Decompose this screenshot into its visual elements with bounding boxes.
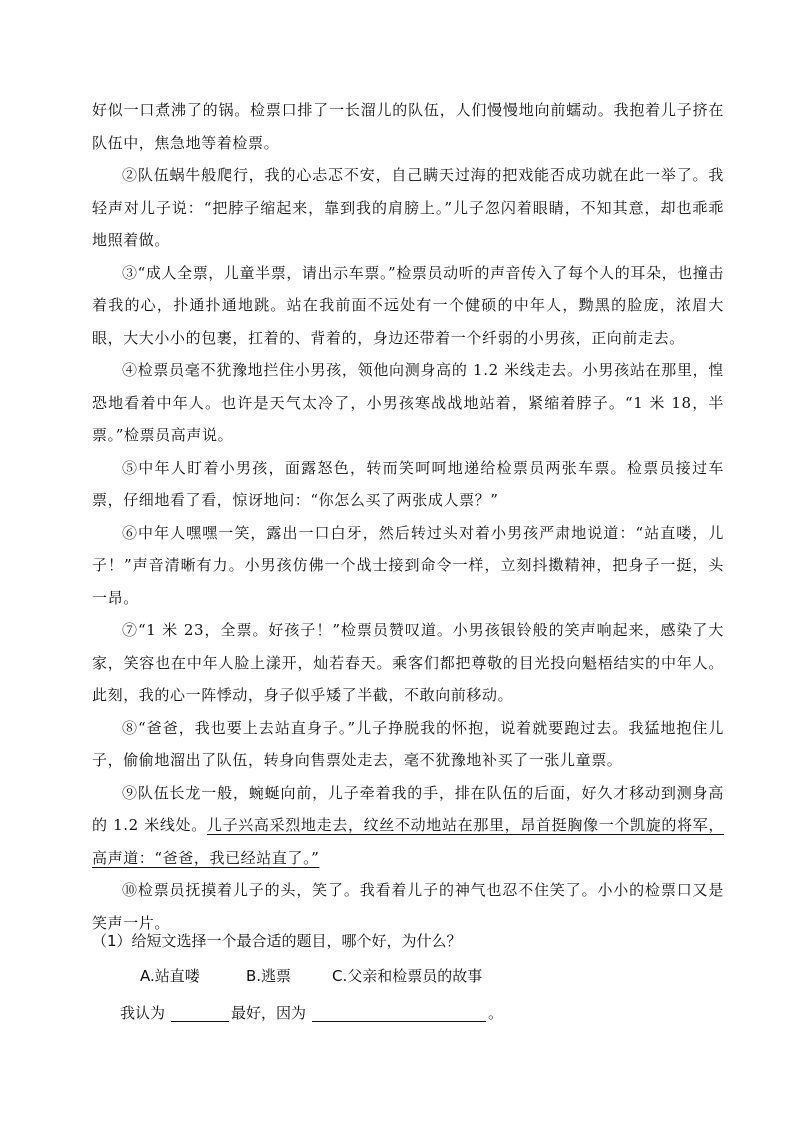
option-a: A.站直喽	[140, 967, 200, 985]
answer-end: 。	[488, 1004, 504, 1022]
paragraph-4: ④检票员毫不犹豫地拦住小男孩，领他向测身高的 1.2 米线走去。小男孩站在那里，惶恐地看着中年人。也许是天气太冷了，小男孩寒战战地站着，紧缩着脖子。“1 米 18，半票。”检票员高声说。	[92, 361, 724, 444]
paragraph-10: ⑩检票员抚摸着儿子的头，笑了。我看着儿子的神气也忍不住笑了。小小的检票口又是笑声一片。	[92, 881, 724, 932]
reason-blank[interactable]	[312, 999, 486, 1022]
paragraph-6: ⑥中年人嘿嘿一笑，露出一口白牙，然后转过头对着小男孩严肃地说道：“站直喽，儿子！”声音清晰有力。小男孩仿佛一个战士接到命令一样，立刻抖擞精神，把身子一挺，头一昂。	[92, 523, 724, 607]
paragraph-9-text: ⑨队伍长龙一般，蜿蜒向前，儿子牵着我的手，排在队伍的后面，好久才移动到测身高的 1.2 米线处。	[92, 783, 724, 834]
reading-passage	[92, 94, 724, 939]
underlined-sentence: 儿子兴高采烈地走去，纹丝不动地站在那里，昂首挺胸像一个凯旋的将军，高声道：“爸爸，我已经站直了。”	[92, 816, 724, 867]
option-c: C.父亲和检票员的故事	[332, 967, 483, 985]
paragraph-3: ③“成人全票，儿童半票，请出示车票。”检票员动听的声音传入了每个人的耳朵，也撞击着我的心，扑通扑通地跳。站在我前面不远处有一个健硕的中年人，黝黑的脸庞，浓眉大眼，大大小小的包裹，扛着的、背着的，身边还带着一个纤弱的小男孩，正向前走去。	[92, 263, 724, 347]
option-b: B.逃票	[246, 967, 292, 985]
paragraph-8: ⑧“爸爸，我也要上去站直身子。”儿子挣脱我的怀抱，说着就要跑过去。我猛地抱住儿子，偷偷地溜出了队伍，转身向售票处走去，毫不犹豫地补买了一张儿童票。	[92, 718, 724, 769]
paragraph-2: ②队伍蜗牛般爬行，我的心忐忑不安，自己瞒天过海的把戏能否成功就在此一举了。我轻声对儿子说：“把脖子缩起来，靠到我的肩膀上。”儿子忽闪着眼睛，不知其意，却也乖乖地照着做。	[92, 166, 724, 249]
paragraph-5: ⑤中年人盯着小男孩，面露怒色，转而笑呵呵地递给检票员两张车票。检票员接过车票，仔细地看了看，惊讶地问：“你怎么买了两张成人票？”	[92, 458, 724, 509]
choice-blank[interactable]	[171, 999, 229, 1022]
answer-middle: 最好，因为	[231, 1004, 307, 1022]
question-1	[92, 925, 724, 1031]
answer-line	[92, 995, 724, 1031]
paragraph-9	[92, 777, 724, 875]
paragraph-7: ⑦“1 米 23，全票。好孩子！”检票员赞叹道。小男孩银铃般的笑声响起来，感染了大家，笑容也在中年人脸上漾开，灿若春天。乘客们都把尊敬的目光投向魁梧结实的中年人。此刻，我的心一阵悸动，身子似乎矮了半截，不敢向前移动。	[92, 621, 724, 704]
answer-options	[92, 957, 724, 995]
question-title: （1）给短文选择一个最合适的题目，哪个好，为什么？	[92, 932, 462, 950]
answer-prefix: 我认为	[120, 1004, 166, 1022]
paragraph-1-continued: 好似一口煮沸了的锅。检票口排了一长溜儿的队伍，人们慢慢地向前蠕动。我抱着儿子挤在队伍中，焦急地等着检票。	[92, 101, 724, 152]
